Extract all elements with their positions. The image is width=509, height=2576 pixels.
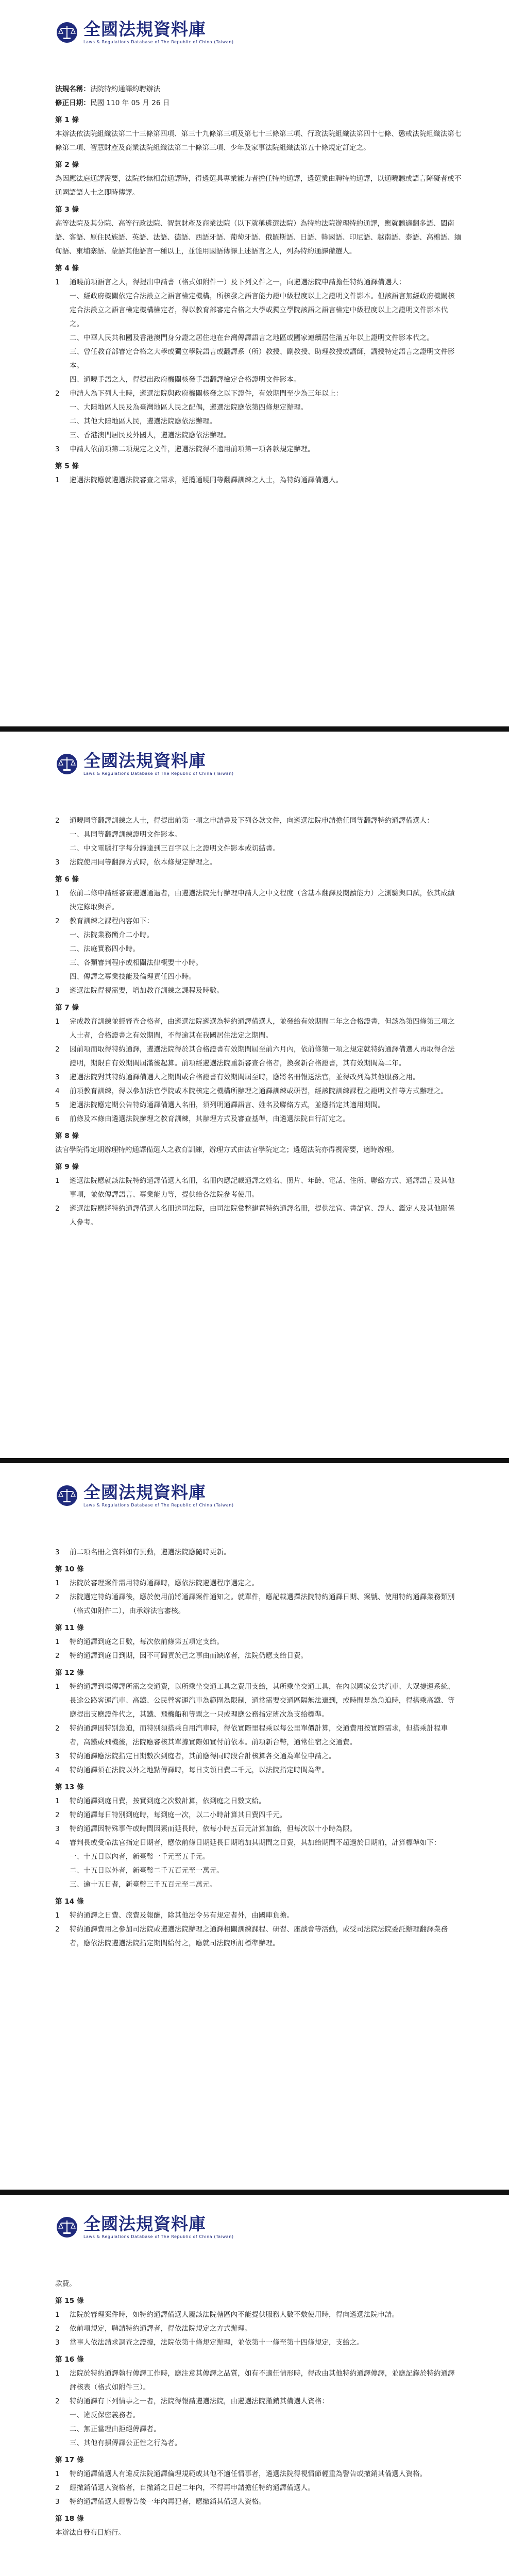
clause-text: 經撤銷備選人資格者，自撤銷之日起二年內，不得再申請擔任特約通譯備選人。 <box>70 2484 315 2492</box>
scales-of-justice-icon <box>56 2216 78 2239</box>
page-separator <box>0 726 509 732</box>
clause-text: 申請人依前項第二項規定之文件，遴選法院得不適用前項第一項各款規定辦理。 <box>70 445 315 453</box>
clause-item <box>55 914 462 928</box>
law-name-label: 法規名稱： <box>55 85 90 93</box>
clause-number: 2 <box>55 389 60 398</box>
clause-text: 因前項而取得特約通譯，遴選法院得於其合格證書有效期間屆至前六月內，依前條第一項之規定就特約通譯備選人再取得合法證明，期限自有效期間屆滿後起算。前項經遴選法院重新審查合格者，換發新合格證書，其有效期間為二年。 <box>70 1045 455 1067</box>
clause-text: 法院於審理案件時，如特約通譯備選人屬該法院轄區內不能提供服務人數不敷使用時，得向遴選法院申請。 <box>70 2311 399 2319</box>
clause-number: 3 <box>55 858 60 867</box>
clause-item <box>55 1764 462 1777</box>
article-title: 第 3 條 <box>55 206 79 214</box>
clause-text: 申請人為下列人士時，遴選法院與政府機關核發之以下證件，有效期間至少為三年以上： <box>70 389 343 398</box>
clause-text: 遴選法院應將特約通譯備選人名冊送司法院，由司法院彙整建置特約通譯名冊，提供法官、書記官、證人、鑑定人及其他關係人參考。 <box>70 1205 455 1227</box>
clause-number: 6 <box>55 1115 60 1123</box>
article-title: 第 16 條 <box>55 2355 84 2364</box>
clause-text: 法院使用同等翻譯方式時，依本條規定辦理之。 <box>70 858 217 867</box>
amend-date-label: 修正日期： <box>55 99 90 107</box>
clause-item <box>55 1909 462 1923</box>
amend-date-row <box>55 96 462 110</box>
clause-number: 3 <box>55 1073 60 1081</box>
clause-number: 3 <box>55 1548 60 1556</box>
scales-of-justice-icon <box>56 1484 78 1507</box>
article-title: 第 14 條 <box>55 1897 84 1906</box>
subclause-item: 二、無正當理由拒絕傳譯者。 <box>70 2425 161 2433</box>
clause-number: 1 <box>55 1683 60 1691</box>
subclause-item: 四、傳譯之專業技能及倫理責任四小時。 <box>70 973 196 981</box>
clause-item <box>55 1071 462 1084</box>
article-title: 第 2 條 <box>55 161 79 169</box>
clause-number: 2 <box>55 817 60 825</box>
clause-number: 2 <box>55 2397 60 2405</box>
clause-number: 1 <box>55 1177 60 1185</box>
brand-title: 全國法規資料庫 <box>83 1482 206 1502</box>
clause-text: 特約通譯到庭日到期，因不可歸責於己之事由而缺席者，法院仍應支給日費。 <box>70 1652 308 1660</box>
clause-text: 特約通譯每日特別到庭時，每到庭一次，以二小時計算其日費四千元。 <box>70 1811 287 1819</box>
clause-number: 3 <box>55 1752 60 1760</box>
scales-of-justice-icon <box>56 753 78 775</box>
clause-item <box>55 1546 462 1560</box>
clause-text: 法院於特約通譯執行傳譯工作時，應注意其傳譯之品質，如有不適任情形時，得改由其他特約通譯傳譯，並應記錄於特約通譯評核表（格式如附件三）。 <box>70 2369 455 2392</box>
article-paragraph: 法官學院得定期辦理特約通譯備選人之教育訓練，辦理方式由法官學院定之；遴選法院亦得視需要，適時辦理。 <box>55 1146 399 1154</box>
article-title: 第 4 條 <box>55 264 79 273</box>
clause-item <box>55 2322 462 2336</box>
article-title: 第 6 條 <box>55 875 79 884</box>
clause-text: 完成教育訓練並經審查合格者，由遴選法院遴選為特約通譯備選人，並發給有效期間二年之合格證書，但該為第四條第三項之人士者，合格證書之有效期間，不得逾其在我國居住法定之期間。 <box>70 1018 455 1040</box>
clause-number: 1 <box>55 1579 60 1587</box>
article-paragraph: 為因應法庭通譯需要，法院於無相當通譯時，得遴選具專業能力者擔任特約通譯，遴選業由聘特約通譯，以通曉聽或語言障礙者或不通國語語人士之即時傳譯。 <box>55 175 462 197</box>
subclause-item: 三、各類審判程序或相關法律概要十小時。 <box>70 959 203 967</box>
clause-number: 3 <box>55 2338 60 2347</box>
article-title: 第 12 條 <box>55 1669 84 1677</box>
clause-text: 當事人依法請求調查之證據，法院依第十條規定辦理，並依第十一條至第十四條規定，支給之。 <box>70 2338 364 2347</box>
database-logo <box>56 752 234 776</box>
clause-text: 遴選法院得視需要，增加教育訓練之課程及時數。 <box>70 987 224 995</box>
page-content <box>55 814 462 1230</box>
clause-text: 特約通譯須在法院以外之地點傳譯時，每日支領日費二千元，以法院指定時間為準。 <box>70 1766 329 1774</box>
article-title: 第 17 條 <box>55 2456 84 2464</box>
article-paragraph: 款費。 <box>55 2280 76 2288</box>
clause-text: 前條及本條由遴選法院辦理之教育訓練，其辦理方式及審查基準，由遴選法院自行訂定之。 <box>70 1115 350 1123</box>
clause-text: 特約通譯因特殊事件或時間因素而延長時，依每小時五百元計算加給，但每次以十小時為限。 <box>70 1825 357 1833</box>
article-title: 第 9 條 <box>55 1163 79 1171</box>
scales-of-justice-icon <box>56 21 78 44</box>
clause-number: 2 <box>55 1045 60 1054</box>
clause-item <box>55 1043 462 1071</box>
document-page <box>0 732 509 1458</box>
clause-text: 特約通譯備選人有違反法院通譯倫理規範或其他不適任情事者，遴選法院得視情節輕重為警告或撤銷其備選人資格。 <box>70 2470 427 2478</box>
document-page <box>0 2195 509 2576</box>
clause-number: 1 <box>55 1911 60 1920</box>
database-logo <box>56 2215 234 2239</box>
clause-text: 依前二條申請經審查遴選通過者，由遴選法院先行辦理申請人之中文程度（含基本翻譯及閱讀能力）之測驗與口試，依其成績決定錄取與否。 <box>70 889 455 911</box>
subclause-item: 一、具同等翻譯訓練證明文件影本。 <box>70 831 182 839</box>
page-separator <box>0 1458 509 1463</box>
subclause-item: 四、通曉手語之人，得提出政府機關核發手語翻譯檢定合格證明文件影本。 <box>70 376 301 384</box>
clause-item <box>55 1174 462 1202</box>
clause-number: 5 <box>55 1101 60 1109</box>
subclause-item: 一、十五日以內者，新臺幣一千元至五千元。 <box>70 1853 210 1861</box>
clause-number: 3 <box>55 987 60 995</box>
clause-number: 2 <box>55 1593 60 1601</box>
clause-text: 特約通譯因特別急迫，而特別須搭乘自用汽車時，得依實際里程乘以每公里單價計算，交通費用按實際需求，但搭乘計程車者，高鐵或飛機後，法院應審核其單據實際如實付前依本。前項新台幣，通常住宿之交通費。 <box>70 1724 448 1747</box>
clause-text: 遴選法院應就該法院特約通譯備選人名冊，名冊內應記載通譯之姓名、照片、年齡、電話、住所、聯絡方式、通譯語言及其他事項，並依傳譯語言、專業能力等，提供給各法院參考使用。 <box>70 1177 455 1199</box>
clause-number: 4 <box>55 1766 60 1774</box>
clause-number: 2 <box>55 1205 60 1213</box>
clause-text: 遴選法院應定期公告特約通譯備選人名冊，須列明通譯語言、姓名及聯絡方式，並應指定其適用期間。 <box>70 1101 385 1109</box>
clause-text: 審判長或受命法官指定日期者，應依前條日期延長日期增加其期間之日費，其加給期間不超過於日期前，計算標準如下： <box>70 1839 441 1847</box>
clause-item <box>55 2308 462 2322</box>
database-logo <box>56 21 234 44</box>
clause-number: 2 <box>55 2325 60 2333</box>
article-title: 第 11 條 <box>55 1624 84 1632</box>
clause-item <box>55 2495 462 2509</box>
clause-text: 前項教育訓練，得以參加法官學院或本院核定之機構所辦理之通譯訓練或研習，經該院訓練課程之證明文件等方式辦理之。 <box>70 1087 448 1095</box>
clause-item <box>55 1635 462 1649</box>
brand-title: 全國法規資料庫 <box>83 19 206 39</box>
clause-text: 特約通譯備選人經警告後一年內再犯者，應撤銷其備選人資格。 <box>70 2498 266 2506</box>
clause-item <box>55 1808 462 1822</box>
law-name-row <box>55 82 462 96</box>
clause-text: 特約通譯之日費、旅費及報酬，除其他法令另有規定者外，由國庫負擔。 <box>70 1911 294 1920</box>
clause-number: 3 <box>55 2498 60 2506</box>
clause-text: 前二項名冊之資料如有異動，遴選法院應隨時更新。 <box>70 1548 231 1556</box>
clause-item <box>55 2367 462 2395</box>
page-content <box>55 2277 462 2540</box>
clause-number: 2 <box>55 1925 60 1934</box>
clause-item <box>55 1822 462 1836</box>
clause-item <box>55 2481 462 2495</box>
clause-number: 1 <box>55 1797 60 1805</box>
clause-text: 依前項規定，聘請特約通譯者，得依法院規定之方式辦理。 <box>70 2325 252 2333</box>
clause-number: 4 <box>55 1087 60 1095</box>
clause-item <box>55 1098 462 1112</box>
clause-text: 特約通譯到場傳譯所需之交通費，以所乘坐交通工具之費用支給，其所乘坐交通工具，在內以國家公共汽車、大眾捷運系統、長途公路客運汽車、高鐵、公民營客運汽車為範圍為限制，通常需要交通區隔無法達到，或時間是為急迫時，得搭乘高鐵、等應提出支應證件代之，其鐵、飛機船和等票之一只或理應公務指定班次為支給標準。 <box>70 1683 455 1719</box>
clause-number: 1 <box>55 278 60 286</box>
clause-item <box>55 1084 462 1098</box>
clause-item <box>55 443 462 456</box>
brand-title: 全國法規資料庫 <box>83 751 206 771</box>
clause-item <box>55 387 462 401</box>
clause-text: 法院選定特約通譯後，應於使用前將通譯案件通知之。就單件，應記載選擇法院特約通譯日期、案號、使用特約通譯業務類別（格式如附件二），由承辦法官審核。 <box>70 1593 455 1615</box>
subclause-item: 一、違反保密義務者。 <box>70 2411 140 2419</box>
clause-text: 法院於審理案件需用特約通譯時，應依法院遴選程序選定之。 <box>70 1579 259 1587</box>
clause-item <box>55 1923 462 1951</box>
clause-text: 遴選法院應就遴選法院審查之需求，延攬通曉同等翻譯訓練之人士，為特約通譯備選人。 <box>70 476 343 484</box>
clause-item <box>55 1577 462 1590</box>
clause-number: 4 <box>55 1839 60 1847</box>
clause-item <box>55 1015 462 1043</box>
law-name-value: 法院特約通譯約聘辦法 <box>90 85 160 93</box>
document-page <box>0 0 509 726</box>
clause-text: 特約通譯到庭之日數，每次依前條第五項定支給。 <box>70 1638 224 1646</box>
brand-subtitle: Laws & Regulations Database of The Republic of China (Taiwan) <box>83 2234 234 2239</box>
clause-text: 通曉同等翻譯訓練之人士，得提出前第一項之申請書及下列各款文件，向遴選法院申請擔任同等翻譯特約通譯備選人： <box>70 817 434 825</box>
clause-item <box>55 814 462 828</box>
clause-text: 教育訓練之課程內容如下： <box>70 917 154 925</box>
subclause-item: 三、香港澳門居民及外國人，遴選法院應依法辦理。 <box>70 431 231 439</box>
article-title: 第 7 條 <box>55 1004 79 1012</box>
article-title: 第 10 條 <box>55 1565 84 1573</box>
clause-number: 3 <box>55 1825 60 1833</box>
brand-subtitle: Laws & Regulations Database of The Republic of China (Taiwan) <box>83 40 234 44</box>
clause-item <box>55 1590 462 1618</box>
subclause-item: 二、中文電腦打字每分鐘達到三百字以上之證明文件影本或切結書。 <box>70 844 280 853</box>
subclause-item: 一、法院業務簡介二小時。 <box>70 931 154 939</box>
clause-item <box>55 1750 462 1764</box>
clause-item <box>55 1112 462 1126</box>
clause-number: 2 <box>55 1724 60 1733</box>
article-title: 第 8 條 <box>55 1132 79 1140</box>
clause-item <box>55 856 462 870</box>
subclause-item: 一、經政府機關依定合法設立之語言檢定機構，所核發之語言能力證中級程度以上之證明文件影本。但該語言無經政府機關核定合法設立之語言檢定機構檢定者，得以教育部審定合格之大學或獨立學院該語之語言檢定中級程度以上之證明文件影本代之。 <box>70 292 455 328</box>
page-content <box>55 1546 462 1951</box>
clause-text: 特約通譯應法院指定日期數次到庭者，其前應得同時段合計核算各交通為單位申請之。 <box>70 1752 336 1760</box>
clause-number: 1 <box>55 2470 60 2478</box>
subclause-item: 三、其他有損傳譯公正性之行為者。 <box>70 2439 182 2447</box>
brand-subtitle: Laws & Regulations Database of The Republic of China (Taiwan) <box>83 771 234 776</box>
brand-subtitle: Laws & Regulations Database of The Republic of China (Taiwan) <box>83 1503 234 1507</box>
subclause-item: 二、其他大陸地區人民，遴選法院應依法辦理。 <box>70 417 217 426</box>
clause-text: 特約通譯有下列情事之一者，法院得報請遴選法院，由遴選法院撤銷其備選人資格： <box>70 2397 329 2405</box>
clause-text: 特約通譯到庭日費，按實到庭之次數計算，依到庭之日數支給。 <box>70 1797 266 1805</box>
clause-item <box>55 276 462 290</box>
clause-number: 2 <box>55 1652 60 1660</box>
clause-item <box>55 2467 462 2481</box>
subclause-item: 三、逾十五日者，新臺幣三千五百元至二萬元。 <box>70 1880 217 1889</box>
article-title: 第 15 條 <box>55 2297 84 2305</box>
clause-item <box>55 1836 462 1850</box>
article-paragraph: 本辦法自發布日施行。 <box>55 2529 125 2537</box>
article-title: 第 13 條 <box>55 1783 84 1791</box>
article-paragraph: 高等法院及其分院、高等行政法院、智慧財產及商業法院（以下就稱遴選法院）為特約法院辦理特約通譯，應就聽適翻多語、閩南語、客語、原住民族語、英語、法語、德語、西語牙語、葡萄牙語、俄羅斯語、日語、韓國語、印尼語、越南語、泰語、高棉語、緬甸語、柬埔寨語、蒙語其他語言一種以上，並能用國語傳譯上述語言之人，列為特約通譯備選人。 <box>55 219 462 256</box>
clause-item <box>55 1649 462 1663</box>
clause-item <box>55 1680 462 1722</box>
clause-number: 1 <box>55 1018 60 1026</box>
clause-item <box>55 1722 462 1750</box>
clause-text: 通曉前項語言之人，得提出申請書（格式如附件一）及下列文件之一，向遴選法院申請擔任特約通譯備選人： <box>70 278 406 286</box>
clause-item <box>55 1794 462 1808</box>
clause-item <box>55 2336 462 2350</box>
database-logo <box>56 1484 234 1507</box>
clause-number: 3 <box>55 445 60 453</box>
article-paragraph: 本辦法依法院組織法第二十三條第四項、第三十九條第三項及第七十三條第三項、行政法院組織法第四十七條、懲戒法院組織法第七條第二項、智慧財產及商業法院組織法第二十條第三項、少年及家事法院組織法第五十條規定訂定之。 <box>55 130 462 152</box>
article-title: 第 5 條 <box>55 462 79 470</box>
amend-date-value: 民國 110 年 05 月 26 日 <box>90 99 170 107</box>
document-page <box>0 1463 509 2190</box>
clause-item <box>55 2395 462 2409</box>
clause-number: 1 <box>55 2369 60 2378</box>
subclause-item: 二、中華人民共和國及香港澳門身分證之居住地在台灣傳譯語言之地區或國家連續居住滿五年以上證明文件影本代之。 <box>70 334 434 342</box>
clause-number: 1 <box>55 476 60 484</box>
clause-text: 特約通譯費用之參加司法院或遴選法院辦理之通譯相關訓練課程、研習、座談會等活動，或受司法院法院委託辦理翻譯業務者，應依法院遴選法院指定期間給付之，應就司法院所訂標準辦理。 <box>70 1925 448 1947</box>
clause-number: 2 <box>55 917 60 925</box>
page-content <box>55 82 462 487</box>
clause-number: 1 <box>55 1638 60 1646</box>
subclause-item: 三、曾任教育部審定合格之大學或獨立學院語言或翻譯系（所）教授、副教授、助理教授或講師，講授特定語言之證明文件影本。 <box>70 348 455 370</box>
clause-number: 2 <box>55 2484 60 2492</box>
clause-item <box>55 887 462 914</box>
subclause-item: 二、十五日以外者，新臺幣二千五百元至一萬元。 <box>70 1867 224 1875</box>
clause-text: 遴選法院對其特約通譯備選人之期間或合格證書有效期間屆至時，應將名冊報送法官，並得改列為其他服務之用。 <box>70 1073 420 1081</box>
subclause-item: 二、法庭實務四小時。 <box>70 945 140 953</box>
brand-title: 全國法規資料庫 <box>83 2214 206 2234</box>
page-separator <box>0 2190 509 2195</box>
clause-number: 1 <box>55 889 60 897</box>
article-title: 第 1 條 <box>55 116 79 124</box>
clause-item <box>55 1202 462 1230</box>
subclause-item: 一、大陸地區人民及為臺灣地區人民之配偶，遴選法院應依第四條規定辦理。 <box>70 403 308 412</box>
clause-item <box>55 984 462 998</box>
article-title: 第 18 條 <box>55 2515 84 2523</box>
clause-item <box>55 473 462 487</box>
clause-number: 2 <box>55 1811 60 1819</box>
clause-number: 1 <box>55 2311 60 2319</box>
